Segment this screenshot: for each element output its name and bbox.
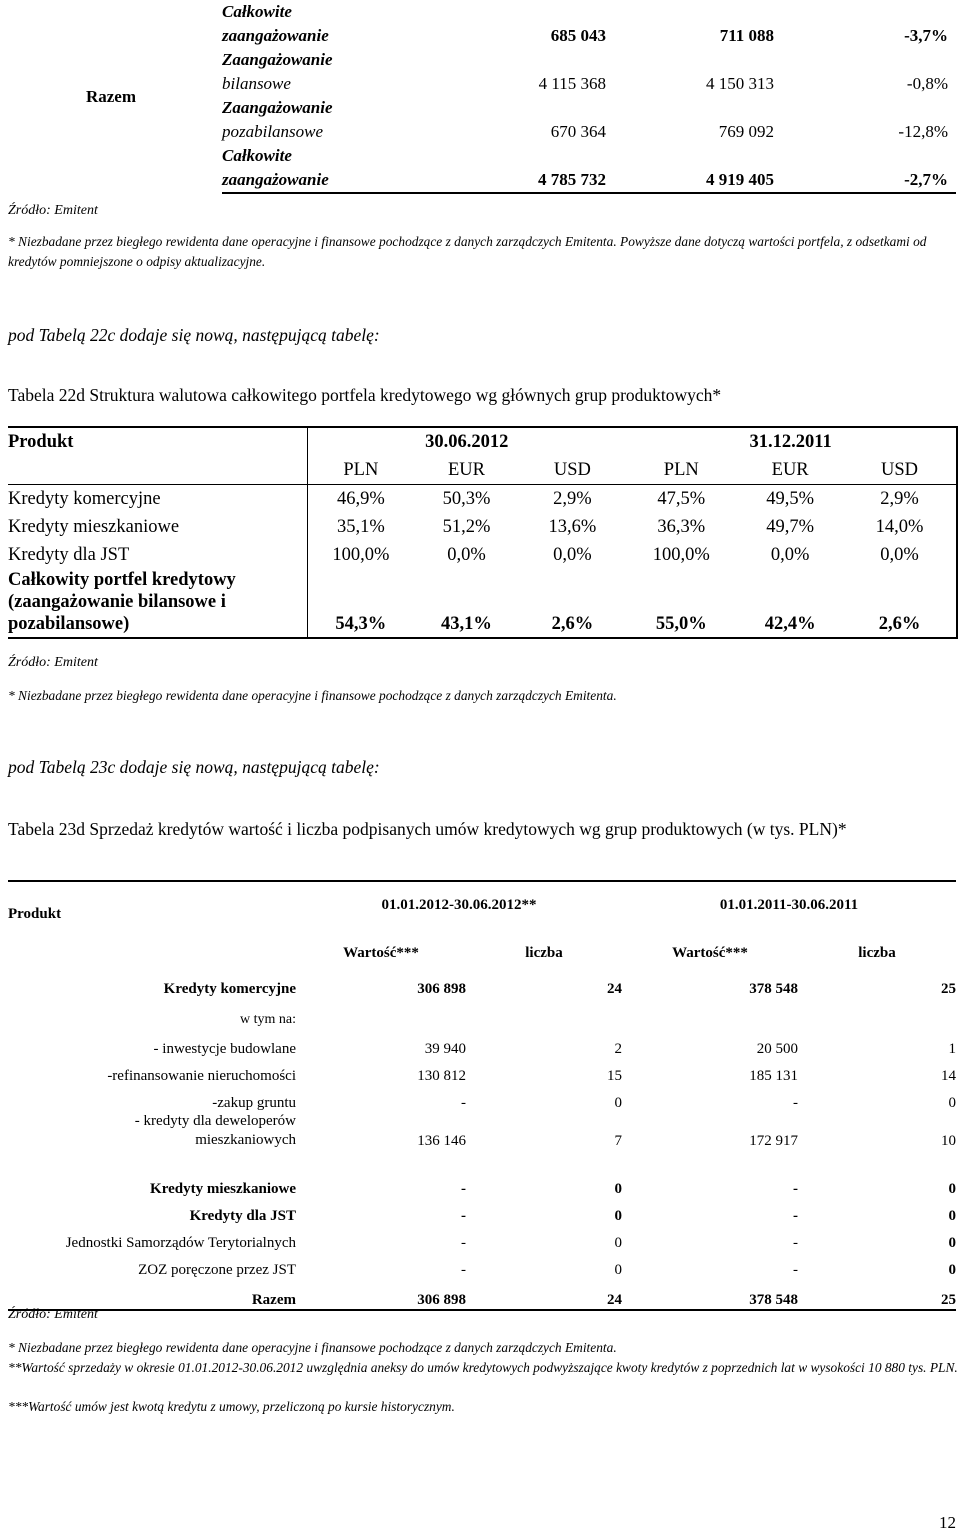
cell-value: 4 150 313 bbox=[706, 74, 774, 93]
cell-value: - bbox=[461, 1181, 466, 1197]
cell-value: 100,0% bbox=[308, 541, 414, 569]
table-row bbox=[8, 485, 957, 514]
header-currency: USD bbox=[519, 456, 625, 485]
cell-value: 378 548 bbox=[749, 981, 798, 997]
table-row bbox=[8, 998, 956, 1028]
table-row bbox=[8, 881, 956, 924]
table-row bbox=[8, 962, 956, 998]
cell-value: 15 bbox=[607, 1068, 622, 1084]
table-row bbox=[8, 1028, 956, 1058]
footnote: * Niezbadane przez biegłego rewidenta dane operacyjne i finansowe pochodzące z danych zarządczych Emitenta. bbox=[8, 688, 617, 703]
header-value: Wartość*** bbox=[672, 945, 748, 961]
cell-value: - bbox=[793, 1235, 798, 1251]
row-label: Kredyty dla JST bbox=[189, 1208, 296, 1224]
header-currency: EUR bbox=[737, 456, 843, 485]
cell-value: 306 898 bbox=[296, 1279, 466, 1310]
cell-value: 0 bbox=[948, 1262, 956, 1278]
header-period: 01.01.2012-30.06.2012** bbox=[296, 881, 622, 924]
cell-value: 13,6% bbox=[548, 516, 597, 537]
cell-value: 130 812 bbox=[417, 1068, 466, 1084]
intro-text: pod Tabelą 22c dodaje się nową, następującą tabelę: bbox=[8, 325, 380, 345]
row-label: Razem bbox=[8, 1279, 296, 1310]
header-date: 30.06.2012 bbox=[308, 427, 626, 456]
cell-value: - bbox=[461, 1262, 466, 1278]
header-currency: USD bbox=[843, 456, 957, 485]
table-row bbox=[8, 1058, 956, 1085]
cell-value: 25 bbox=[798, 1279, 956, 1310]
footnote: ***Wartość umów jest kwotą kredytu z umowy, przeliczoną po kursie historycznym. bbox=[8, 1399, 455, 1414]
cell-value: 4 115 368 bbox=[538, 74, 606, 93]
cell-value: 49,7% bbox=[766, 516, 815, 537]
cell-value: 0,0% bbox=[770, 544, 810, 565]
table-row bbox=[8, 1112, 956, 1150]
row-label: Kredyty mieszkaniowe bbox=[8, 516, 180, 537]
table-row bbox=[8, 1279, 956, 1310]
row-label: Jednostki Samorządów Terytorialnych bbox=[65, 1235, 296, 1251]
table-row bbox=[8, 1150, 956, 1198]
group-label: Razem bbox=[85, 86, 137, 106]
cell-value: 14,0% bbox=[843, 513, 957, 541]
cell-value: 46,9% bbox=[308, 485, 414, 514]
cell-value: 0 bbox=[614, 1208, 622, 1224]
table-title: Tabela 23d Sprzedaż kredytów wartość i liczba podpisanych umów kredytowych wg grup produktowych (w tys. PLN)* bbox=[8, 819, 847, 839]
intro-text: pod Tabelą 23c dodaje się nową, następującą tabelę: bbox=[8, 757, 380, 777]
table-row bbox=[8, 1085, 956, 1112]
cell-value: 4 785 732 bbox=[382, 144, 606, 193]
row-label: - kredyty dla deweloperów mieszkaniowych bbox=[134, 1113, 296, 1148]
cell-value: 51,2% bbox=[442, 516, 491, 537]
row-label: Zaangażowanie bilansowe bbox=[222, 50, 333, 93]
cell-value: 685 043 bbox=[550, 26, 606, 45]
cell-value: 0 bbox=[948, 1235, 956, 1251]
cell-value: 0 bbox=[614, 1235, 622, 1251]
row-label: Kredyty komercyjne bbox=[8, 488, 161, 509]
header-currency: PLN bbox=[308, 456, 414, 485]
cell-value: 172 917 bbox=[749, 1133, 798, 1149]
cell-value: 7 bbox=[614, 1133, 622, 1149]
table-row bbox=[8, 1252, 956, 1279]
cell-value: 20 500 bbox=[756, 1041, 798, 1057]
cell-value: 670 364 bbox=[550, 122, 606, 141]
header-date: 31.12.2011 bbox=[625, 427, 957, 456]
cell-value: 306 898 bbox=[417, 981, 466, 997]
cell-value: 2,6% bbox=[843, 569, 957, 638]
header-count: liczba bbox=[525, 945, 563, 961]
cell-value: 0 bbox=[948, 1095, 956, 1111]
cell-value: 378 548 bbox=[622, 1279, 798, 1310]
page-number: 12 bbox=[939, 1513, 956, 1532]
row-label: -refinansowanie nieruchomości bbox=[107, 1068, 296, 1084]
row-label: Zaangażowanie pozabilansowe bbox=[222, 98, 333, 141]
table-row bbox=[8, 569, 957, 638]
row-label: Kredyty mieszkaniowe bbox=[150, 1181, 296, 1197]
cell-value: 1 bbox=[948, 1041, 956, 1057]
cell-value: 42,4% bbox=[737, 569, 843, 638]
table-row bbox=[8, 1225, 956, 1252]
table-row bbox=[8, 1198, 956, 1225]
cell-value: 14 bbox=[941, 1068, 956, 1084]
cell-value: 10 bbox=[941, 1133, 956, 1149]
header-value: Wartość*** bbox=[343, 945, 419, 961]
cell-value: - bbox=[793, 1262, 798, 1278]
row-label: - inwestycje budowlane bbox=[153, 1041, 296, 1057]
table-row bbox=[0, 0, 956, 48]
cell-value: 711 088 bbox=[719, 26, 774, 45]
source-note: Źródło: Emitent bbox=[8, 1307, 98, 1322]
cell-value: - bbox=[461, 1208, 466, 1224]
cell-value: 24 bbox=[466, 1279, 622, 1310]
row-label: w tym na: bbox=[240, 1012, 296, 1027]
cell-value: -12,8% bbox=[898, 122, 948, 141]
cell-value: 24 bbox=[607, 981, 622, 997]
source-note: Źródło: Emitent bbox=[8, 655, 98, 670]
cell-value: 0 bbox=[614, 1181, 622, 1197]
row-label: ZOZ poręczone przez JST bbox=[138, 1262, 296, 1278]
cell-value: - bbox=[793, 1095, 798, 1111]
cell-value: 0,0% bbox=[447, 544, 486, 565]
cell-value: 0,0% bbox=[553, 544, 592, 565]
cell-value: 0 bbox=[948, 1181, 956, 1197]
cell-value: 2,9% bbox=[553, 488, 592, 509]
cell-value: - bbox=[793, 1208, 798, 1224]
table-row bbox=[8, 936, 956, 962]
footnote: * Niezbadane przez biegłego rewidenta dane operacyjne i finansowe pochodzące z danych zarządczych Emitenta. bbox=[8, 1340, 617, 1355]
source-note: Źródło: Emitent bbox=[8, 203, 98, 218]
cell-value: 36,3% bbox=[657, 516, 706, 537]
summary-table bbox=[0, 0, 956, 194]
cell-value: 0 bbox=[614, 1262, 622, 1278]
row-label: Kredyty dla JST bbox=[8, 544, 130, 565]
row-label: Całkowity portfel kredytowy (zaangażowanie bilansowe i pozabilansowe) bbox=[8, 569, 308, 638]
cell-value: 50,3% bbox=[442, 488, 491, 509]
table-row bbox=[8, 427, 957, 456]
cell-value: 25 bbox=[941, 981, 956, 997]
cell-value: 43,1% bbox=[414, 569, 520, 638]
cell-value: - bbox=[461, 1235, 466, 1251]
cell-value: -2,7% bbox=[774, 144, 956, 193]
cell-value: 39 940 bbox=[424, 1041, 466, 1057]
cell-value: 2,6% bbox=[519, 569, 625, 638]
table-row bbox=[8, 456, 957, 485]
cell-value: 54,3% bbox=[308, 569, 414, 638]
row-label: -zakup gruntu bbox=[212, 1095, 296, 1111]
header-currency: EUR bbox=[414, 456, 520, 485]
cell-value: 0,0% bbox=[843, 541, 957, 569]
cell-value: 2,9% bbox=[843, 485, 957, 514]
cell-value: 2 bbox=[614, 1041, 622, 1057]
cell-value: 769 092 bbox=[718, 122, 774, 141]
row-label: Kredyty komercyjne bbox=[163, 981, 296, 997]
currency-structure-table bbox=[8, 426, 958, 639]
cell-value: 47,5% bbox=[657, 488, 706, 509]
header-product: Produkt bbox=[8, 881, 296, 936]
header-period: 01.01.2011-30.06.2011 bbox=[622, 881, 956, 924]
row-label: Całkowite zaangażowanie bbox=[222, 144, 382, 193]
cell-value: 100,0% bbox=[652, 544, 710, 565]
sales-table bbox=[8, 880, 956, 1311]
header-currency: PLN bbox=[625, 456, 737, 485]
cell-value: 4 919 405 bbox=[606, 144, 774, 193]
cell-value: - bbox=[793, 1181, 798, 1197]
cell-value: 35,1% bbox=[308, 513, 414, 541]
table-row bbox=[8, 541, 957, 569]
footnote: **Wartość sprzedaży w okresie 01.01.2012-30.06.2012 uwzględnia aneksy do umów kredytowych podwyższające kwoty kredytów z poprzednich lat w wysokości 10 880 tys. PLN. bbox=[8, 1360, 958, 1375]
row-label: Całkowite zaangażowanie bbox=[222, 2, 329, 45]
header-product: Produkt bbox=[8, 427, 308, 456]
cell-value: 49,5% bbox=[766, 488, 815, 509]
cell-value: 136 146 bbox=[417, 1133, 466, 1149]
cell-value: 55,0% bbox=[625, 569, 737, 638]
cell-value: -0,8% bbox=[906, 74, 948, 93]
cell-value: -3,7% bbox=[904, 26, 948, 45]
table-title: Tabela 22d Struktura walutowa całkowitego portfela kredytowego wg głównych grup produktowych* bbox=[8, 385, 722, 405]
cell-value: - bbox=[461, 1095, 466, 1111]
footnote: * Niezbadane przez biegłego rewidenta dane operacyjne i finansowe pochodzące z danych zarządczych Emitenta. Powyższe dane dotyczą wartości portfela, z odsetkami od kredytów pomniejszone o odpisy aktualizacyjne. bbox=[8, 234, 927, 269]
table-row bbox=[8, 513, 957, 541]
cell-value: 0 bbox=[614, 1095, 622, 1111]
header-count: liczba bbox=[858, 945, 896, 961]
cell-value: 0 bbox=[948, 1208, 956, 1224]
cell-value: 185 131 bbox=[749, 1068, 798, 1084]
